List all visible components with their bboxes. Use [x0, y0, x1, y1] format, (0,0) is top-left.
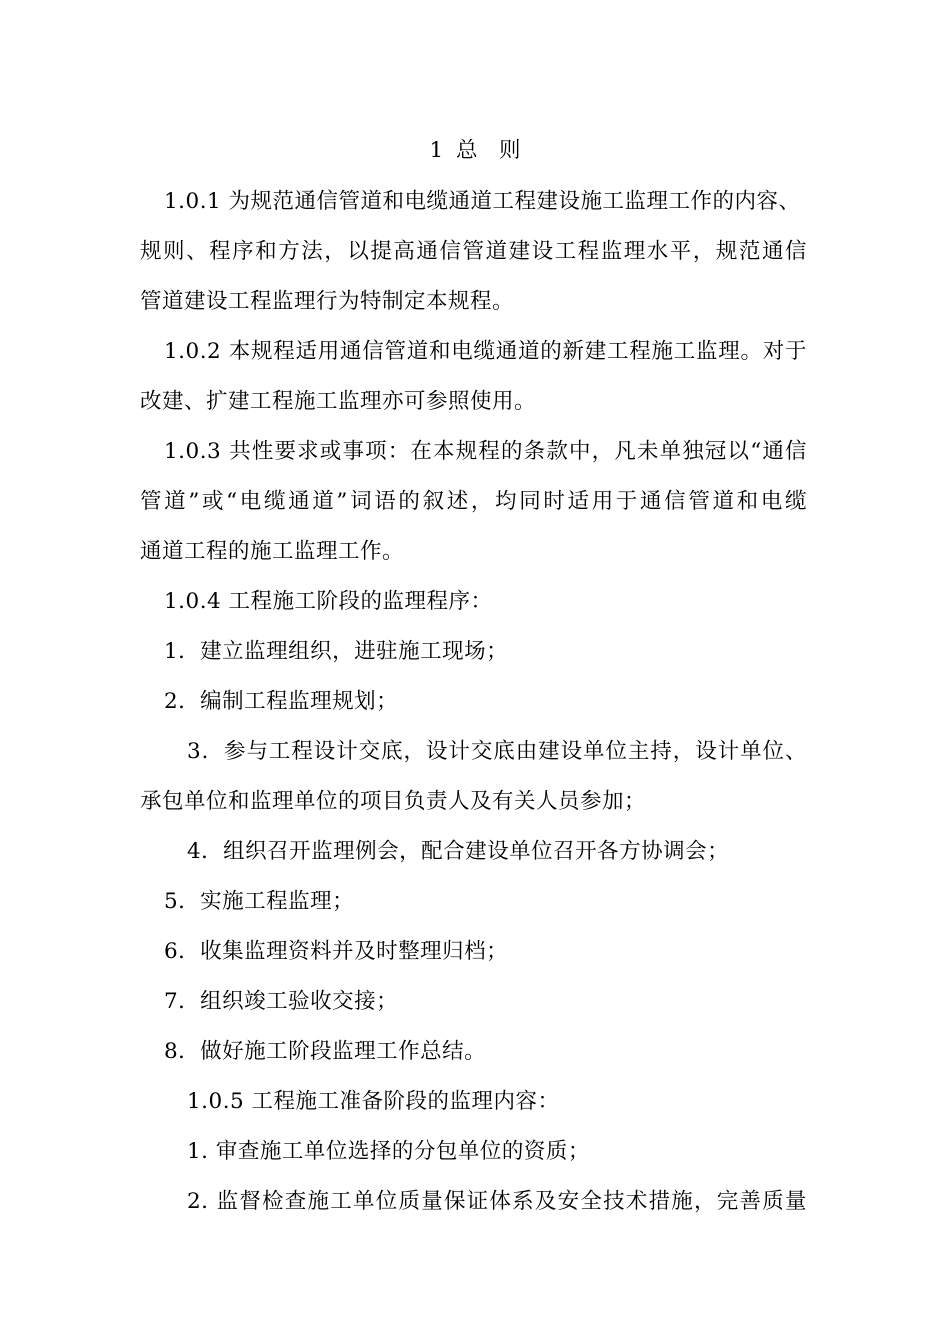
list-item-3-line-2: 承包单位和监理单位的项目负责人及有关人员参加；	[140, 789, 647, 814]
list-item-7: 7．组织竣工验收交接；	[164, 989, 399, 1014]
section-title: 1 总 则	[429, 138, 521, 163]
list-item-2: 2．编制工程监理规划；	[164, 689, 399, 714]
list-item-8: 8．做好施工阶段监理工作总结。	[164, 1039, 487, 1064]
clause-1-0-1-line-2: 规则、程序和方法，以提高通信管道建设工程监理水平，规范通信	[140, 239, 807, 264]
list-item-6: 6．收集监理资料并及时整理归档；	[164, 939, 509, 964]
prep-list-item-2: 2. 监督检查施工单位质量保证体系及安全技术措施，完善质量	[187, 1189, 807, 1214]
prep-list-item-1: 1. 审查施工单位选择的分包单位的资质；	[187, 1139, 590, 1164]
clause-1-0-1-line-3: 管道建设工程监理行为特制定本规程。	[140, 289, 515, 314]
clause-1-0-1-line-1: 1.0.1 为规范通信管道和电缆通道工程建设施工监理工作的内容、	[164, 189, 801, 214]
clause-1-0-5-heading: 1.0.5 工程施工准备阶段的监理内容：	[187, 1089, 560, 1114]
clause-1-0-3-line-1: 1.0.3 共性要求或事项：在本规程的条款中，凡未单独冠以“通信	[164, 439, 807, 464]
list-item-1: 1．建立监理组织，进驻施工现场；	[164, 639, 509, 664]
clause-1-0-2-line-1: 1.0.2 本规程适用通信管道和电缆通道的新建工程施工监理。对于	[164, 339, 807, 364]
list-item-5: 5．实施工程监理；	[164, 889, 355, 914]
clause-1-0-2-line-2: 改建、扩建工程施工监理亦可参照使用。	[140, 389, 537, 414]
clause-1-0-3-line-2: 管道”或“电缆通道”词语的叙述，均同时适用于通信管道和电缆	[140, 489, 807, 514]
clause-1-0-3-line-3: 通道工程的施工监理工作。	[140, 539, 405, 564]
clause-1-0-4-heading: 1.0.4 工程施工阶段的监理程序：	[164, 589, 493, 614]
list-item-3-line-1: 3．参与工程设计交底，设计交底由建设单位主持，设计单位、	[187, 739, 807, 764]
list-item-4: 4．组织召开监理例会，配合建设单位召开各方协调会；	[187, 839, 730, 864]
